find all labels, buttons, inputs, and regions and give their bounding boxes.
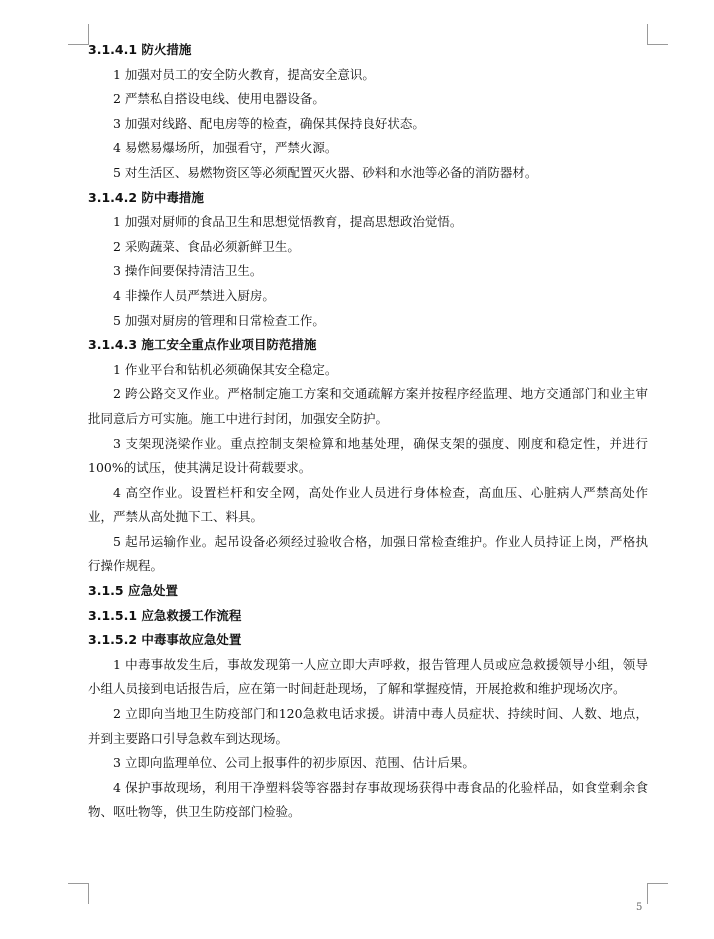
page-body bbox=[88, 38, 648, 825]
paragraph: 2 立即向当地卫生防疫部门和120急救电话求援。讲清中毒人员症状、持续时间、人数、地点，并到主要路口引导急救车到达现场。 bbox=[88, 706, 648, 746]
section-heading-rescue-workflow: 3.1.5.1 应急救援工作流程 bbox=[88, 607, 242, 623]
crop-mark-bottom-right bbox=[647, 883, 668, 904]
section-heading-emergency: 3.1.5 应急处置 bbox=[88, 583, 178, 599]
paragraph: 1 中毒事故发生后，事故发现第一人应立即大声呼救，报告管理人员或应急救援领导小组，领导小组人员接到电话报告后，应在第一时间赶赴现场，了解和掌握疫情，开展抢救和维护现场次序。 bbox=[88, 656, 648, 697]
section-heading-anti-poisoning: 3.1.4.2 防中毒措施 bbox=[88, 189, 204, 205]
paragraph: 5 起吊运输作业。起吊设备必须经过验收合格，加强日常检查维护。作业人员持证上岗，严格执行操作规程。 bbox=[88, 533, 648, 574]
paragraph: 3 加强对线路、配电房等的检查，确保其保持良好状态。 bbox=[113, 115, 425, 131]
paragraph: 3 操作间要保持清洁卫生。 bbox=[113, 263, 263, 279]
paragraph: 5 加强对厨房的管理和日常检查工作。 bbox=[113, 312, 325, 328]
page-number: 5 bbox=[636, 902, 643, 913]
paragraph: 1 作业平台和钻机必须确保其安全稳定。 bbox=[113, 361, 338, 377]
section-heading-key-operations: 3.1.4.3 施工安全重点作业项目防范措施 bbox=[88, 337, 317, 353]
paragraph: 1 加强对员工的安全防火教育，提高安全意识。 bbox=[113, 66, 375, 82]
paragraph: 2 严禁私自搭设电线、使用电器设备。 bbox=[113, 91, 325, 107]
crop-mark-bottom-left bbox=[68, 883, 89, 904]
paragraph: 2 采购蔬菜、食品必须新鲜卫生。 bbox=[113, 238, 300, 254]
section-heading-fire-prevention: 3.1.4.1 防火措施 bbox=[88, 42, 192, 57]
crop-mark-top-right bbox=[647, 24, 668, 45]
section-heading-poisoning-response: 3.1.5.2 中毒事故应急处置 bbox=[88, 632, 242, 648]
paragraph: 5 对生活区、易燃物资区等必须配置灭火器、砂料和水池等必备的消防器材。 bbox=[113, 164, 538, 180]
paragraph: 4 易燃易爆场所，加强看守，严禁火源。 bbox=[113, 140, 338, 156]
paragraph: 4 非操作人员严禁进入厨房。 bbox=[113, 287, 275, 303]
crop-mark-top-left bbox=[68, 24, 89, 45]
paragraph: 4 高空作业。设置栏杆和安全网，高处作业人员进行身体检查，高血压、心脏病人严禁高处作业，严禁从高处抛下工、料具。 bbox=[88, 484, 648, 525]
paragraph: 2 跨公路交叉作业。严格制定施工方案和交通疏解方案并按程序经监理、地方交通部门和业主审批同意后方可实施。施工中进行封闭，加强安全防护。 bbox=[88, 386, 648, 426]
paragraph: 4 保护事故现场，利用干净塑料袋等容器封存事故现场获得中毒食品的化验样品，如食堂剩余食物、呕吐物等，供卫生防疫部门检验。 bbox=[88, 779, 648, 820]
paragraph: 3 支架现浇梁作业。重点控制支架检算和地基处理，确保支架的强度、刚度和稳定性，并进行100%的试压，使其满足设计荷载要求。 bbox=[88, 435, 648, 476]
paragraph: 1 加强对厨师的食品卫生和思想觉悟教育，提高思想政治觉悟。 bbox=[113, 214, 463, 230]
paragraph: 3 立即向监理单位、公司上报事件的初步原因、范围、估计后果。 bbox=[113, 755, 475, 771]
